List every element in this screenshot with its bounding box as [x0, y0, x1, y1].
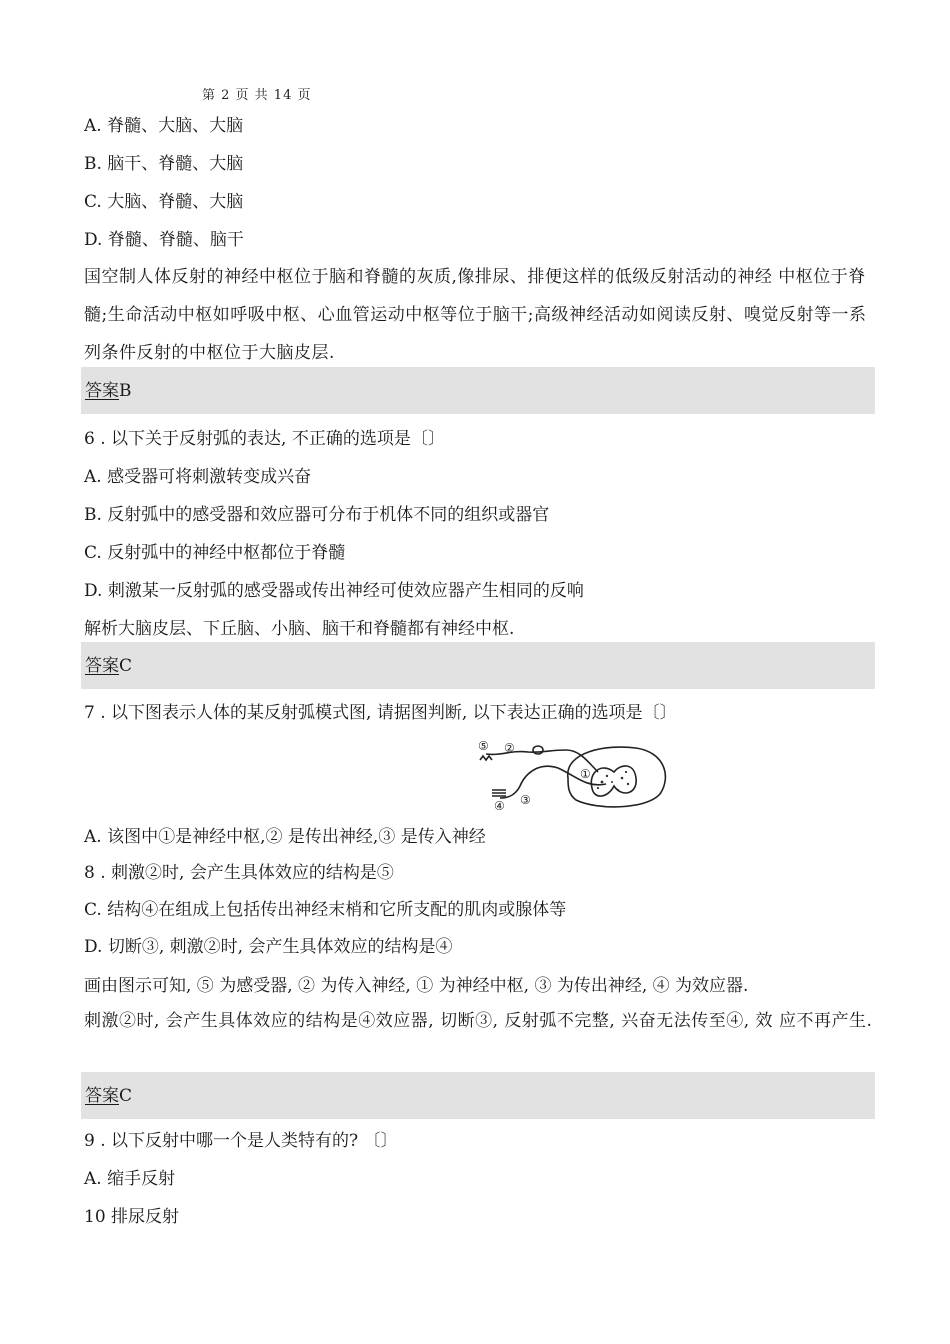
- q7-stem: 7 . 以下图表示人体的某反射弧模式图, 请据图判断, 以下表达正确的选项是〔〕: [84, 703, 677, 723]
- q5-answer-bar: [81, 367, 875, 414]
- label-3: ③: [520, 793, 531, 807]
- answer-label: 答案: [85, 381, 119, 401]
- label-5: ⑤: [478, 739, 489, 753]
- q6-option-a: A. 感受器可将刺激转变成兴奋: [84, 467, 312, 487]
- label-4: ④: [494, 799, 505, 810]
- receptor-mark: [480, 756, 492, 760]
- answer-label: 答案: [85, 1086, 119, 1106]
- q5-option-c: C. 大脑、脊髓、大脑: [84, 192, 244, 212]
- grey-matter: [591, 766, 636, 796]
- q6-stem: 6 . 以下关于反射弧的表达, 不正确的选项是〔〕: [84, 429, 445, 449]
- afferent-nerve: [486, 750, 566, 754]
- q5-option-d: D. 脊髓、脊髓、脑干: [84, 230, 244, 250]
- effector-mark: [492, 790, 506, 796]
- q5-explanation: 国空制人体反射的神经中枢位于脑和脊髓的灰质,像排尿、排便这样的低级反射活动的神经 中枢位于脊髓;生命活动中枢如呼吸中枢、心血管运动中枢等位于脑干;高级神经活动如阅读反射、嗅觉反射等一系列条件反射的中枢位于大脑皮层.: [84, 267, 867, 363]
- label-1: ①: [580, 767, 591, 781]
- q5-option-a: A. 脊髓、大脑、大脑: [84, 116, 244, 136]
- q7-answer: [85, 1086, 132, 1106]
- q6-explanation: 解析大脑皮层、下丘脑、小脑、脑干和脊髓都有神经中枢.: [84, 619, 515, 639]
- q7-option-a: A. 该图中①是神经中枢,② 是传出神经,③ 是传入神经: [84, 827, 486, 847]
- answer-label: 答案: [85, 656, 119, 676]
- reflex-arc-diagram: [476, 738, 670, 810]
- q7-explanation-2: 刺激②时, 会产生具体效应的结构是④效应器, 切断③, 反射弧不完整, 兴奋无法传至④, 效 应不再产生.: [84, 1011, 873, 1031]
- q5-answer: [85, 381, 132, 401]
- q6-answer-bar: [81, 642, 875, 689]
- q6-option-d: D. 刺激某一反射弧的感受器或传出神经可使效应器产生相同的反响: [84, 581, 584, 601]
- answer-value: C: [119, 1086, 133, 1106]
- q6-option-b: B. 反射弧中的感受器和效应器可分布于机体不同的组织或器官: [84, 505, 550, 525]
- q5-option-b: B. 脑干、脊髓、大脑: [84, 154, 244, 174]
- page-number-header: 第 2 页 共 14 页: [202, 88, 312, 103]
- q7-option-b: 8 . 刺激②时, 会产生具体效应的结构是⑤: [84, 863, 394, 883]
- q6-answer: [85, 656, 132, 676]
- q7-option-c: C. 结构④在组成上包括传出神经末梢和它所支配的肌肉或腺体等: [84, 900, 567, 920]
- q9-option-a: A. 缩手反射: [84, 1169, 176, 1189]
- q9-option-b: 10 排尿反射: [84, 1207, 180, 1227]
- q7-option-d: D. 切断③, 刺激②时, 会产生具体效应的结构是④: [84, 937, 453, 957]
- q7-explanation-1: 画由图示可知, ⑤ 为感受器, ② 为传入神经, ① 为神经中枢, ③ 为传出神经, ④ 为效应器.: [84, 976, 749, 996]
- answer-value: C: [119, 656, 133, 676]
- q9-stem: 9 . 以下反射中哪一个是人类特有的? 〔〕: [84, 1131, 398, 1151]
- answer-value: B: [119, 381, 132, 401]
- q7-answer-bar: [81, 1072, 875, 1119]
- q6-option-c: C. 反射弧中的神经中枢都位于脊髓: [84, 543, 346, 563]
- label-2: ②: [504, 741, 515, 755]
